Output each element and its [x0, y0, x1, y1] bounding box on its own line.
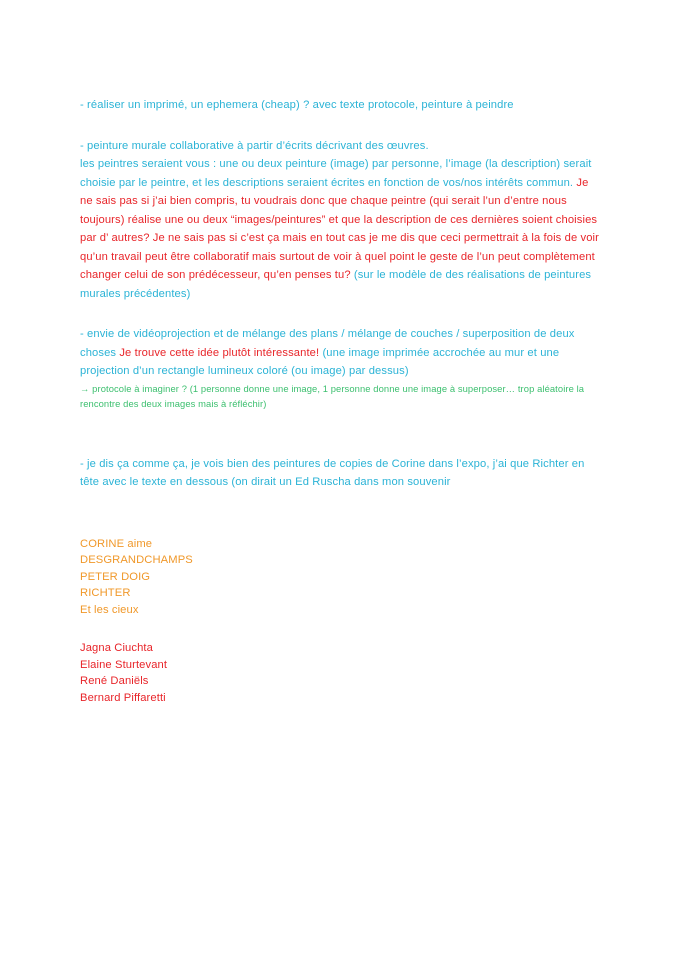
list-item: Bernard Piffaretti [80, 691, 166, 704]
list-item: Et les cieux [80, 603, 139, 616]
spacer [80, 115, 600, 137]
paragraph-corine-expo: - je dis ça comme ça, je vois bien des peintures de copies de Corine dans l’expo, j’ai que Richter en tête avec le texte en dessous (on dirait un Ed Ruscha dans mon souvenir [80, 457, 585, 488]
paragraph-imprime: - réaliser un imprimé, un ephemera (cheap) ? avec texte protocole, peinture à peindre [80, 99, 514, 111]
text-segment-projection: (une image imprimée accrochée au mur et une projection d’un rectangle lumineux coloré (ou image) par dessus) [80, 346, 560, 377]
text-segment-envie: - envie de vidéoprojection et de mélange des plans / mélange de couches / superposition de deux choses [80, 328, 575, 359]
spacer [80, 492, 600, 536]
text-segment-reponse: Je ne sais pas si j’ai bien compris, tu voudrais donc que chaque peintre (qui serait l’un d’entre nous toujours) réalise une ou deux “images/peintures” et que la description de ces dernières soient choisies par d’ autres? Je ne sais pas si c’est ça mais en tout cas je me dis que ceci permettrait à la fois de voir qu’un travail peut être collaboratif mais surtout de voir à quel point le geste de l’un peut complètement changer celui de son prédécesseur, qu’en penses tu? [80, 176, 599, 281]
list-item: CORINE aime [80, 537, 153, 550]
text-segment-intro: - peinture murale collaborative à partir d’écrits décrivant des œuvres. [80, 139, 429, 152]
paragraph-peinture-murale [80, 137, 600, 304]
list-item: Jagna Ciuchta [80, 642, 153, 654]
paragraph-protocole-note: → protocole à imaginer ? (1 personne donne une image, 1 personne donne une image à superposer… trop aléatoire la rencontre des deux images mais à réfléchir) [80, 382, 585, 409]
list-item: DESGRANDCHAMPS [80, 554, 193, 566]
text-segment-interessante: Je trouve cette idée plutôt intéressante! [119, 346, 323, 359]
list-item: RICHTER [80, 587, 131, 599]
spacer [80, 303, 600, 325]
text-segment-modele: (sur le modèle de des réalisations de peintures murales précédentes) [80, 269, 592, 300]
spacer [80, 618, 600, 640]
list-item: René Daniëls [80, 675, 149, 687]
text-segment-peintres: les peintres seraient vous : une ou deux peinture (image) par personne, l’image (la description) serait choisie par le peintre, et les descriptions seraient écrites en fonction de vos/nos intérêts commun. [80, 158, 592, 189]
list-item: Elaine Sturtevant [80, 658, 168, 671]
artist-list-orange [80, 536, 600, 619]
paragraph-videoprojection [80, 325, 600, 381]
artist-list-red [80, 640, 600, 706]
document-body [80, 96, 600, 706]
spacer [80, 411, 600, 455]
list-item: PETER DOIG [80, 570, 151, 583]
